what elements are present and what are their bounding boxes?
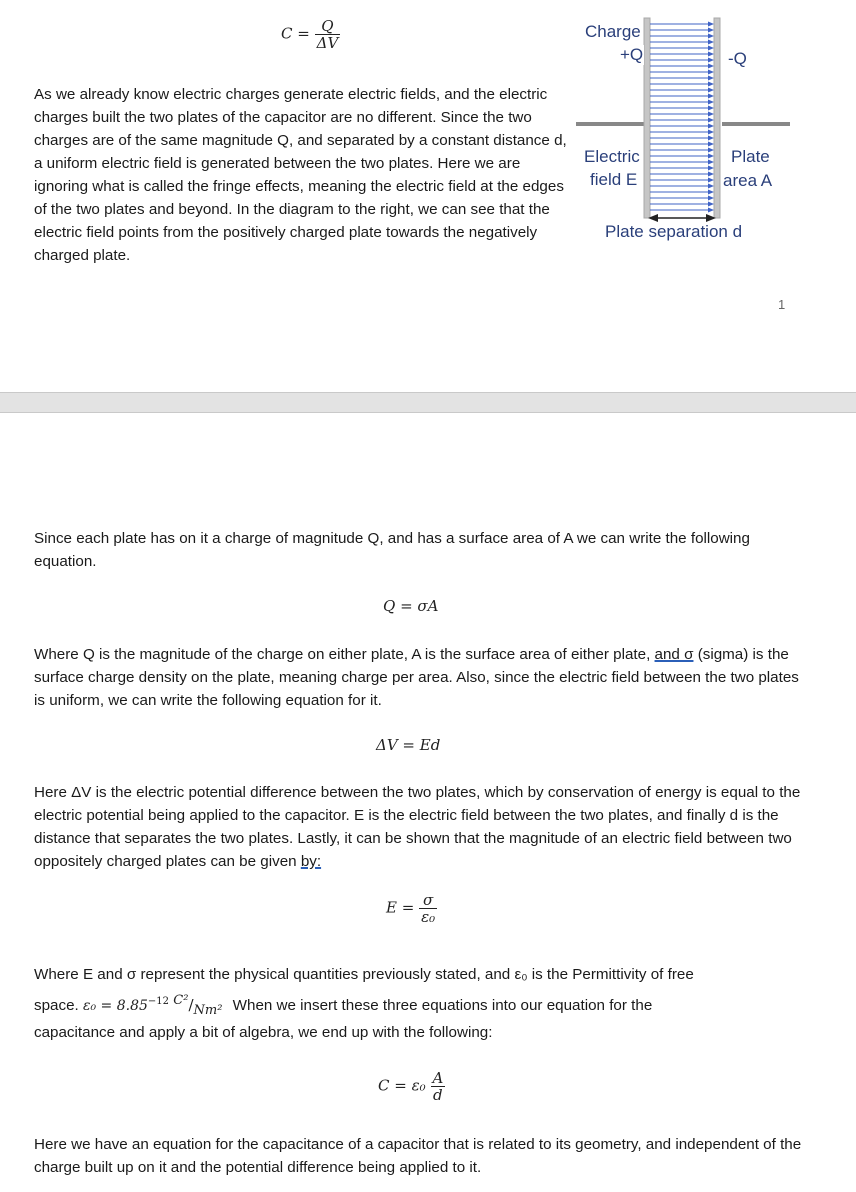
paragraph-charge-area: Since each plate has on it a charge of magnitude Q, and has a surface area of A we can write the following equation. <box>34 530 750 570</box>
paragraph-permittivity: Where E and σ represent the physical quantities previously stated, and ε₀ is the Permittivity of free <box>34 966 694 983</box>
minus-q-label: -Q <box>728 49 747 68</box>
unit-numerator: C² <box>173 993 189 1009</box>
eq-fraction <box>315 18 341 51</box>
page-number: 1 <box>778 297 786 312</box>
space-word: space. <box>34 997 79 1015</box>
plus-q-label: +Q <box>620 45 644 64</box>
eq-fraction <box>430 1070 445 1103</box>
plate-area-label-line2: area A <box>723 171 773 190</box>
eq-lhs: C = ε₀ <box>378 1076 426 1095</box>
paragraph-sigma <box>34 643 804 712</box>
permittivity-value-line: space. $\varepsilon_0 = 8.85^{-12}$ C²/Nm² When we insert these three equations into our equation for the <box>34 993 653 1019</box>
eq-denominator: d <box>433 1086 443 1104</box>
epsilon-exponent: −12 <box>147 996 170 1007</box>
page-break <box>0 392 856 413</box>
paragraph-potential <box>34 781 804 873</box>
charge-label: Charge <box>585 22 641 41</box>
epsilon-value: ε₀ = 8.85 <box>82 998 148 1015</box>
eq-fraction <box>419 892 437 925</box>
by-link[interactable]: by: <box>300 853 322 870</box>
equation-charge-density: Q = σA <box>383 597 439 615</box>
eq-numerator: σ <box>422 891 434 909</box>
paragraph-potential-text: Here ΔV is the electric potential difference between the two plates, which by conservation of energy is equal to the electric potential being applied to the capacitor. E is the electric field between the two plates, and finally d is the distance that separates the two plates. Lastly, it can be shown that the magnitude of an electric field between two oppositely charged plates can be given <box>34 784 801 870</box>
eq-denominator: ε₀ <box>421 908 436 926</box>
paragraph-conclusion: Here we have an equation for the capacitance of a capacitor that is related to its geometry, and independent of the charge built up on it and the potential difference being applied to it. <box>34 1136 802 1176</box>
equation-potential-difference: ΔV = Ed <box>376 736 441 754</box>
permittivity-continuation: When we insert these three equations into our equation for the <box>232 997 653 1015</box>
page-1 <box>0 0 856 392</box>
eq-numerator: A <box>432 1069 444 1087</box>
intro-paragraph: As we already know electric charges generate electric fields, and the electric charges built the two plates of the capacitor are no different. Since the two charges are of the same magnitude Q, and separated by a constant distance d, a uniform electric field is generated between the two plates. Here we are ignoring what is called the fringe effects, meaning the electric field at the edges of the two plates and beyond. In the diagram to the right, we can see that the electric field points from the positively charged plate towards the negatively charged plate. <box>34 86 567 264</box>
negative-plate <box>714 18 720 218</box>
capacitor-diagram <box>576 14 790 250</box>
capacitance-definition-equation <box>281 18 340 51</box>
plate-area-label-line1: Plate <box>731 147 770 166</box>
electric-field-label-line2: field E <box>590 170 638 189</box>
eq-lhs: E = <box>386 898 415 917</box>
paragraph-algebra: capacitance and apply a bit of algebra, we end up with the following: <box>34 1024 493 1041</box>
eq-numerator: Q <box>321 17 334 35</box>
plate-separation-label: Plate separation d <box>605 222 743 241</box>
paragraph-sigma-text-1: Where Q is the magnitude of the charge on either plate, A is the surface area of either plate, <box>34 646 655 663</box>
eq-denominator: ΔV <box>316 34 339 52</box>
paragraph-sigma-text-2: (sigma) is the surface charge density on the plate, meaning charge per area. Also, since the electric field between the two plates is uniform, we can write the following equation for it. <box>34 646 799 709</box>
positive-plate <box>644 18 650 218</box>
eq-lhs: C = <box>281 24 310 43</box>
unit-denominator: Nm² <box>193 1003 223 1019</box>
and-sigma-link[interactable]: and σ <box>654 646 694 663</box>
equation-electric-field <box>386 892 437 925</box>
electric-field-label-line1: Electric <box>584 147 640 166</box>
equation-capacitance-geometry <box>378 1070 445 1103</box>
